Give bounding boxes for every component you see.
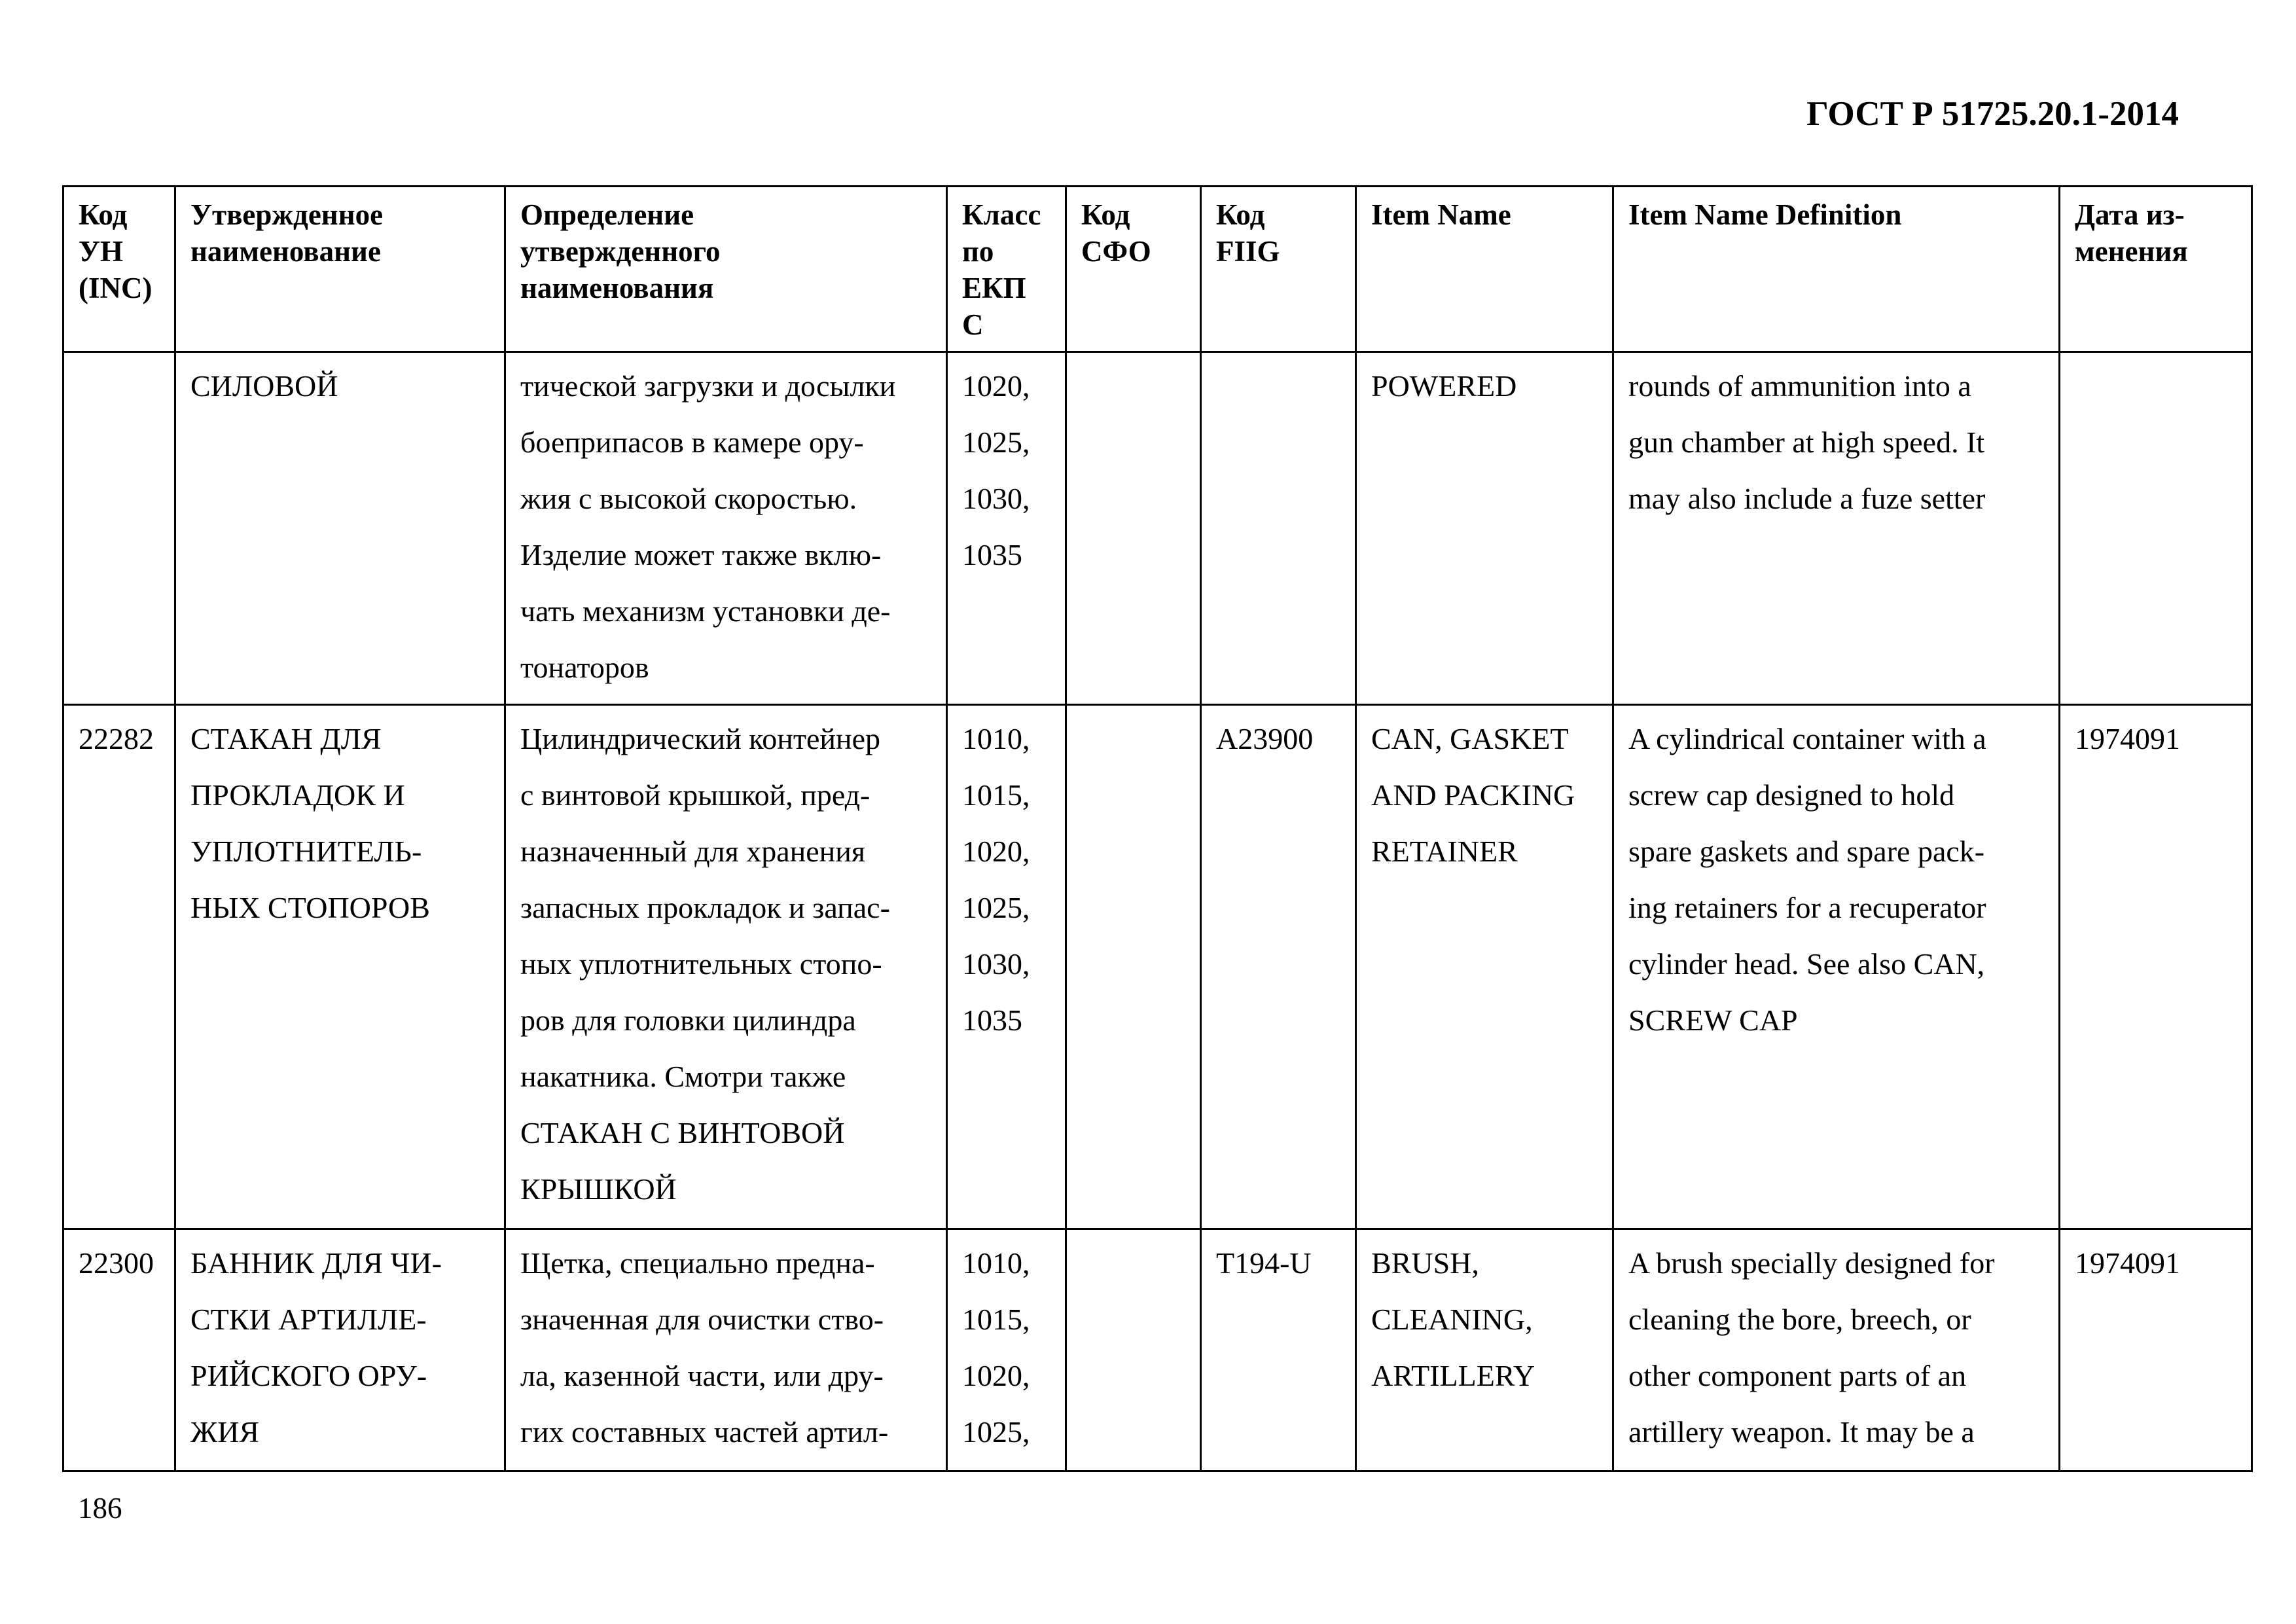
cell-line: ЕКП xyxy=(962,272,1026,304)
cell-line: Определение xyxy=(520,198,694,231)
cell-approved-name xyxy=(175,352,505,705)
cell-line: 1010, xyxy=(962,722,1030,755)
cell-line: менения xyxy=(2075,235,2188,268)
cell-line: УПЛОТНИТЕЛЬ- xyxy=(190,835,422,868)
cell-class xyxy=(947,1229,1066,1471)
cell-line: С xyxy=(962,308,984,341)
cell-line: ЖИЯ xyxy=(190,1415,260,1449)
cell-line: ing retainers for a recuperator xyxy=(1628,891,1986,924)
cell-line: Утвержденное xyxy=(190,198,384,231)
cell-line: AND PACKING xyxy=(1371,778,1575,812)
cell-definition xyxy=(505,352,947,705)
cell-approved-name xyxy=(175,705,505,1229)
cell-line: назначенный для хранения xyxy=(520,835,866,868)
cell-sfo xyxy=(1066,705,1201,1229)
cell-line: гих составных частей артил- xyxy=(520,1415,889,1449)
cell-line: 1020, xyxy=(962,1359,1030,1392)
cell-line: (INC) xyxy=(79,272,152,304)
cell-line: 1015, xyxy=(962,778,1030,812)
cell-line: cylinder head. See also CAN, xyxy=(1628,947,1985,981)
date-value xyxy=(2075,358,2238,370)
date-value: 1974091 xyxy=(2075,1246,2180,1280)
cell-line: УН xyxy=(79,235,124,268)
cell-line: artillery weapon. It may be a xyxy=(1628,1415,1975,1449)
cell-item-name xyxy=(1356,352,1613,705)
header-item-name xyxy=(1356,187,1613,352)
cell-line: наименования xyxy=(520,272,714,304)
cell-line: СТКИ АРТИЛЛЕ- xyxy=(190,1303,427,1336)
cell-line: 1015, xyxy=(962,1303,1030,1336)
cell-line: значенная для очистки ство- xyxy=(520,1303,884,1336)
header-inc xyxy=(63,187,175,352)
header-sfo xyxy=(1066,187,1201,352)
cell-line: A brush specially designed for xyxy=(1628,1246,1995,1280)
cell-line: Item Name xyxy=(1371,198,1511,231)
cell-approved-name xyxy=(175,1229,505,1471)
cell-line: cleaning the bore, breech, or xyxy=(1628,1303,1971,1336)
cell-line: тической загрузки и досылки xyxy=(520,369,896,403)
cell-line: накатника. Смотри также xyxy=(520,1060,846,1093)
cell-line: СИЛОВОЙ xyxy=(190,369,338,403)
cell-item-name xyxy=(1356,1229,1613,1471)
document-standard-header: ГОСТ Р 51725.20.1-2014 xyxy=(1806,95,2179,133)
cell-line: Код xyxy=(79,198,128,231)
cell-sfo xyxy=(1066,352,1201,705)
cell-line: НЫХ СТОПОРОВ xyxy=(190,891,430,924)
cell-class xyxy=(947,352,1066,705)
cell-line: SCREW CAP xyxy=(1628,1003,1798,1037)
cell-class xyxy=(947,705,1066,1229)
cell-line: Щетка, специально предна- xyxy=(520,1246,875,1280)
cell-fiig xyxy=(1201,705,1356,1229)
cell-line: 1035 xyxy=(962,1003,1022,1037)
cell-date xyxy=(2060,705,2252,1229)
cell-inc xyxy=(63,705,175,1229)
cell-line: 22300 xyxy=(79,1246,154,1280)
header-approved-name xyxy=(175,187,505,352)
cell-line: боеприпасов в камере ору- xyxy=(520,425,864,459)
cell-definition xyxy=(505,705,947,1229)
cell-line: по xyxy=(962,235,994,268)
cell-fiig xyxy=(1201,352,1356,705)
cell-line: утвержденного xyxy=(520,235,721,268)
cell-line: CLEANING, xyxy=(1371,1303,1533,1336)
cell-line: 1020, xyxy=(962,835,1030,868)
cell-inc xyxy=(63,352,175,705)
cell-line: ПРОКЛАДОК И xyxy=(190,778,405,812)
cell-item-name-definition xyxy=(1613,705,2060,1229)
cell-line: BRUSH, xyxy=(1371,1246,1479,1280)
cell-inc xyxy=(63,1229,175,1471)
cell-line: CAN, GASKET xyxy=(1371,722,1569,755)
cell-line: POWERED xyxy=(1371,369,1517,403)
cell-date xyxy=(2060,352,2252,705)
cell-line: БАННИК ДЛЯ ЧИ- xyxy=(190,1246,442,1280)
cell-line: тонаторов xyxy=(520,651,649,684)
cell-line: Код xyxy=(1081,198,1130,231)
cell-line: РИЙСКОГО ОРУ- xyxy=(190,1359,427,1392)
header-class xyxy=(947,187,1066,352)
cell-line: spare gaskets and spare pack- xyxy=(1628,835,1985,868)
cell-line: СФО xyxy=(1081,235,1151,268)
cell-line: 1010, xyxy=(962,1246,1030,1280)
cell-line: gun chamber at high speed. It xyxy=(1628,425,1985,459)
cell-line: жия с высокой скоростью. xyxy=(520,482,857,515)
cell-line: СТАКАН С ВИНТОВОЙ xyxy=(520,1116,845,1149)
cell-item-name-definition xyxy=(1613,1229,2060,1471)
cell-line: 1030, xyxy=(962,947,1030,981)
table-row xyxy=(63,1229,2252,1471)
cell-line: may also include a fuze setter xyxy=(1628,482,1986,515)
cell-line: ров для головки цилиндра xyxy=(520,1003,856,1037)
cell-line: rounds of ammunition into a xyxy=(1628,369,1971,403)
cell-line: T194-U xyxy=(1216,1246,1312,1280)
cell-line: A23900 xyxy=(1216,722,1314,755)
cell-line: 1025, xyxy=(962,425,1030,459)
cell-line: 1035 xyxy=(962,538,1022,571)
cell-line: чать механизм установки де- xyxy=(520,594,891,628)
header-item-name-definition xyxy=(1613,187,2060,352)
cell-line: Изделие может также вклю- xyxy=(520,538,882,571)
cell-definition xyxy=(505,1229,947,1471)
cell-line: A cylindrical container with a xyxy=(1628,722,1986,755)
cell-line: 1020, xyxy=(962,369,1030,403)
cell-line: RETAINER xyxy=(1371,835,1518,868)
cell-line: Код xyxy=(1216,198,1265,231)
cell-line: запасных прокладок и запас- xyxy=(520,891,890,924)
cell-line: Цилиндрический контейнер xyxy=(520,722,881,755)
cell-fiig xyxy=(1201,1229,1356,1471)
header-date xyxy=(2060,187,2252,352)
cell-line: СТАКАН ДЛЯ xyxy=(190,722,382,755)
catalog-table xyxy=(62,185,2253,1472)
page-number: 186 xyxy=(78,1492,122,1525)
cell-line: КРЫШКОЙ xyxy=(520,1172,677,1206)
cell-line: с винтовой крышкой, пред- xyxy=(520,778,870,812)
cell-sfo xyxy=(1066,1229,1201,1471)
cell-date xyxy=(2060,1229,2252,1471)
cell-line: 1030, xyxy=(962,482,1030,515)
cell-line: Item Name Definition xyxy=(1628,198,1902,231)
header-definition xyxy=(505,187,947,352)
table-row xyxy=(63,352,2252,705)
table-row xyxy=(63,705,2252,1229)
cell-line: other component parts of an xyxy=(1628,1359,1967,1392)
cell-line: Класс xyxy=(962,198,1041,231)
cell-line: 1025, xyxy=(962,1415,1030,1449)
cell-line: ARTILLERY xyxy=(1371,1359,1535,1392)
cell-item-name-definition xyxy=(1613,352,2060,705)
cell-line: наименование xyxy=(190,235,381,268)
cell-line: Дата из- xyxy=(2075,198,2185,231)
cell-item-name xyxy=(1356,705,1613,1229)
cell-line: ных уплотнительных стопо- xyxy=(520,947,882,981)
header-fiig xyxy=(1201,187,1356,352)
cell-line: 1025, xyxy=(962,891,1030,924)
cell-line: ла, казенной части, или дру- xyxy=(520,1359,884,1392)
cell-line: 22282 xyxy=(79,722,154,755)
table-header-row xyxy=(63,187,2252,352)
cell-line: FIIG xyxy=(1216,235,1280,268)
date-value: 1974091 xyxy=(2075,722,2180,755)
cell-line: screw cap designed to hold xyxy=(1628,778,1955,812)
